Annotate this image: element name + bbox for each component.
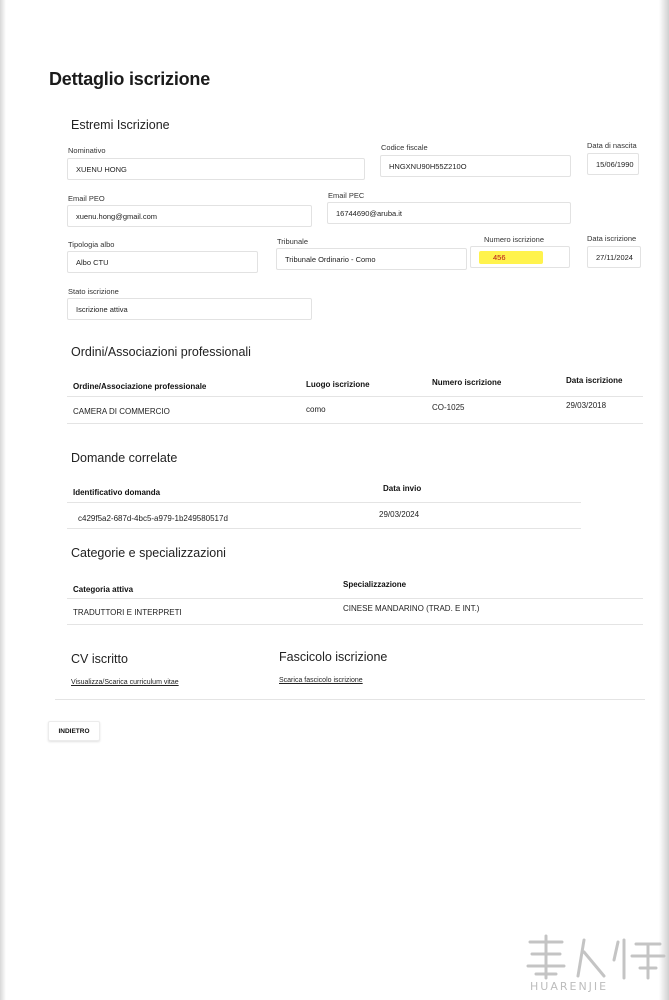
data-iscrizione-label: Data iscrizione xyxy=(587,234,637,243)
categorie-cell-categoria: TRADUTTORI E INTERPRETI xyxy=(73,608,182,617)
domande-header-data-invio: Data invio xyxy=(383,484,422,493)
ordini-cell-numero: CO-1025 xyxy=(432,403,465,412)
section-title-domande: Domande correlate xyxy=(71,451,178,465)
nominativo-label: Nominativo xyxy=(68,146,106,155)
ordini-header-luogo: Luogo iscrizione xyxy=(306,380,370,389)
stato-iscrizione-label: Stato iscrizione xyxy=(68,287,119,296)
email-peo-label: Email PEO xyxy=(68,194,105,203)
domande-header-divider xyxy=(67,502,581,503)
stato-iscrizione-value: Iscrizione attiva xyxy=(76,304,128,314)
categorie-header-divider xyxy=(67,598,643,599)
email-peo-value: xuenu.hong@gmail.com xyxy=(76,211,157,221)
domande-cell-identificativo[interactable]: c429f5a2-687d-4bc5-a979-1b249580517d xyxy=(78,514,228,523)
ordini-header-ordine: Ordine/Associazione professionale xyxy=(73,382,207,391)
domande-row-divider xyxy=(67,528,581,529)
categorie-cell-specializzazione: CINESE MANDARINO (TRAD. E INT.) xyxy=(343,604,480,613)
numero-iscrizione-field[interactable] xyxy=(470,246,570,268)
numero-iscrizione-value: 456 xyxy=(493,252,506,262)
ordini-row-divider xyxy=(67,423,643,424)
watermark-logo-glyphs xyxy=(500,930,669,986)
yellow-highlight-mark xyxy=(479,251,543,264)
codice-fiscale-label: Codice fiscale xyxy=(381,143,428,152)
domande-cell-data-invio: 29/03/2024 xyxy=(379,510,420,519)
ordini-header-numero: Numero iscrizione xyxy=(432,378,502,387)
back-button[interactable]: INDIETRO xyxy=(48,721,100,741)
codice-fiscale-field[interactable] xyxy=(380,155,571,177)
section-divider xyxy=(55,699,645,700)
page-edge-right xyxy=(659,0,669,1000)
section-title-cv: CV iscritto xyxy=(71,652,128,666)
email-pec-label: Email PEC xyxy=(328,191,365,200)
cv-download-link[interactable]: Visualizza/Scarica curriculum vitae xyxy=(71,679,179,686)
watermark-logo-icon xyxy=(500,930,669,1000)
codice-fiscale-value: HNGXNU90H55Z210O xyxy=(389,161,467,171)
data-iscrizione-value: 27/11/2024 xyxy=(596,252,633,262)
section-title-ordini: Ordini/Associazioni professionali xyxy=(71,345,251,359)
ordini-header-divider xyxy=(67,396,643,397)
page-title: Dettaglio iscrizione xyxy=(49,69,211,89)
numero-iscrizione-label: Numero iscrizione xyxy=(484,235,545,244)
categorie-header-categoria: Categoria attiva xyxy=(73,585,134,594)
tipologia-albo-label: Tipologia albo xyxy=(68,240,115,249)
tribunale-field[interactable] xyxy=(276,248,467,270)
stato-iscrizione-field[interactable] xyxy=(67,298,312,320)
data-iscrizione-field[interactable] xyxy=(587,246,641,268)
data-nascita-value: 15/06/1990 xyxy=(596,159,634,169)
ordini-cell-luogo: como xyxy=(306,405,326,414)
categorie-row-divider xyxy=(67,624,643,625)
tribunale-value: Tribunale Ordinario - Como xyxy=(285,254,376,264)
tipologia-albo-value: Albo CTU xyxy=(76,257,109,267)
section-title-categorie: Categorie e specializzazioni xyxy=(71,546,226,560)
data-nascita-label: Data di nascita xyxy=(587,141,637,150)
categorie-header-specializzazione: Specializzazione xyxy=(343,580,407,589)
email-pec-field[interactable] xyxy=(327,202,571,224)
ordini-cell-ordine: CAMERA DI COMMERCIO xyxy=(73,407,170,416)
page-edge-left xyxy=(0,0,6,1000)
section-title-estremi: Estremi Iscrizione xyxy=(71,118,170,132)
email-peo-field[interactable] xyxy=(67,205,312,227)
fascicolo-download-link[interactable]: Scarica fascicolo iscrizione xyxy=(279,677,363,684)
data-nascita-field[interactable] xyxy=(587,153,639,175)
tribunale-label: Tribunale xyxy=(277,237,308,246)
tipologia-albo-field[interactable] xyxy=(67,251,258,273)
ordini-cell-data: 29/03/2018 xyxy=(566,401,607,410)
domande-header-identificativo: Identificativo domanda xyxy=(73,488,161,497)
nominativo-field[interactable] xyxy=(67,158,365,180)
ordini-header-data: Data iscrizione xyxy=(566,376,623,385)
watermark-text: HUARENJIE xyxy=(530,980,609,993)
section-title-fascicolo: Fascicolo iscrizione xyxy=(279,650,388,664)
nominativo-value: XUENU HONG xyxy=(76,164,127,174)
email-pec-value: 16744690@aruba.it xyxy=(336,208,402,218)
